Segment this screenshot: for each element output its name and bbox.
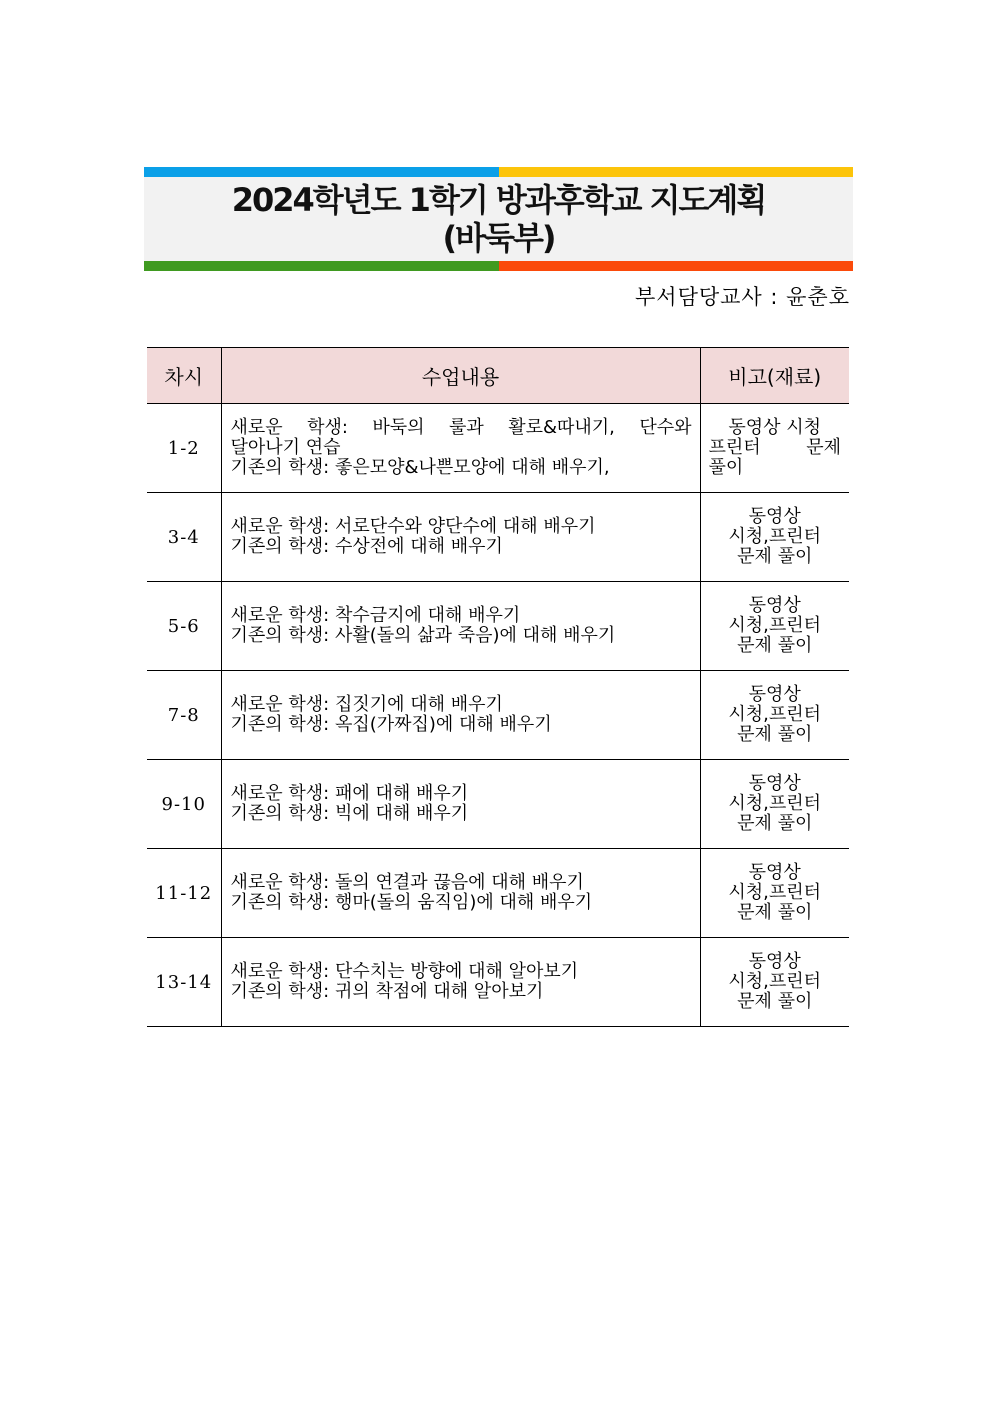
table-row — [147, 938, 849, 1027]
note-line: 동영상 — [748, 773, 801, 794]
content-line: 기존의 학생: 수상전에 대해 배우기 — [230, 536, 503, 557]
content-cell — [221, 938, 700, 1027]
note-line: 문제 풀이 — [737, 724, 813, 745]
note-line: 프린터 문제 — [708, 437, 841, 458]
note-line: 문제 풀이 — [737, 546, 813, 567]
note-cell — [700, 760, 849, 849]
content-cell — [221, 760, 700, 849]
note-cell — [700, 671, 849, 760]
note-line: 문제 풀이 — [737, 902, 813, 923]
table-row — [147, 404, 849, 493]
note-line: 문제 풀이 — [737, 991, 813, 1012]
note-line: 문제 풀이 — [737, 813, 813, 834]
note-line: 시청,프린터 — [728, 704, 822, 725]
table-row — [147, 582, 849, 671]
title-line-1: 2024학년도 1학기 방과후학교 지도계획 — [231, 181, 766, 219]
title-banner — [144, 167, 853, 271]
note-line: 문제 풀이 — [737, 635, 813, 656]
content-line: 새로운 학생: 집짓기에 대해 배우기 — [230, 694, 503, 715]
header-content: 수업내용 — [221, 348, 700, 404]
note-cell — [700, 493, 849, 582]
note-line: 동영상 시청 — [728, 417, 822, 438]
note-line: 시청,프린터 — [728, 615, 822, 636]
content-line: 기존의 학생: 좋은모양&나쁜모양에 대해 배우기, — [230, 457, 610, 478]
content-line: 새로운 학생: 패에 대해 배우기 — [230, 783, 469, 804]
note-cell — [700, 404, 849, 493]
session-cell: 11-12 — [147, 849, 221, 938]
note-line: 시청,프린터 — [728, 882, 822, 903]
table-row — [147, 671, 849, 760]
content-line: 기존의 학생: 옥집(가짜집)에 대해 배우기 — [230, 714, 552, 735]
content-line: 기존의 학생: 행마(돌의 움직임)에 대해 배우기 — [230, 892, 593, 913]
content-line: 기존의 학생: 귀의 착점에 대해 알아보기 — [230, 981, 544, 1002]
session-cell: 13-14 — [147, 938, 221, 1027]
banner-bar-yellow — [499, 167, 853, 177]
title-line-2: (바둑부) — [442, 219, 555, 257]
plan-table — [147, 347, 849, 1027]
table-header-row — [147, 348, 849, 404]
content-cell — [221, 582, 700, 671]
header-session: 차시 — [147, 348, 221, 404]
content-line: 새로운 학생: 바둑의 룰과 활로&따내기, 단수와 — [230, 417, 692, 438]
content-cell — [221, 493, 700, 582]
session-cell: 7-8 — [147, 671, 221, 760]
note-line: 시청,프린터 — [728, 971, 822, 992]
note-line: 동영상 — [748, 951, 801, 972]
note-cell — [700, 849, 849, 938]
note-line: 시청,프린터 — [728, 793, 822, 814]
session-cell: 5-6 — [147, 582, 221, 671]
banner-bar-red — [499, 261, 853, 271]
session-cell: 3-4 — [147, 493, 221, 582]
note-cell — [700, 582, 849, 671]
note-line: 동영상 — [748, 862, 801, 883]
content-cell — [221, 849, 700, 938]
content-line: 달아나기 연습 — [230, 437, 341, 458]
banner-bar-blue — [144, 167, 499, 177]
session-cell: 1-2 — [147, 404, 221, 493]
content-line: 기존의 학생: 빅에 대해 배우기 — [230, 803, 469, 824]
note-line: 시청,프린터 — [728, 526, 822, 547]
session-cell: 9-10 — [147, 760, 221, 849]
content-line: 새로운 학생: 착수금지에 대해 배우기 — [230, 605, 521, 626]
note-line: 동영상 — [748, 506, 801, 527]
note-line: 동영상 — [748, 684, 801, 705]
content-line: 새로운 학생: 서로단수와 양단수에 대해 배우기 — [230, 516, 596, 537]
banner-bar-green — [144, 261, 499, 271]
content-cell — [221, 671, 700, 760]
content-line: 새로운 학생: 돌의 연결과 끊음에 대해 배우기 — [230, 872, 584, 893]
page-title — [144, 177, 853, 261]
note-cell — [700, 938, 849, 1027]
content-cell — [221, 404, 700, 493]
table-row — [147, 493, 849, 582]
table-row — [147, 760, 849, 849]
content-line: 기존의 학생: 사활(돌의 삶과 죽음)에 대해 배우기 — [230, 625, 616, 646]
note-line: 동영상 — [748, 595, 801, 616]
content-line: 새로운 학생: 단수치는 방향에 대해 알아보기 — [230, 961, 579, 982]
header-note: 비고(재료) — [700, 348, 849, 404]
note-line: 풀이 — [708, 457, 744, 478]
table-row — [147, 849, 849, 938]
teacher-line: 부서담당교사 : 윤춘호 — [635, 285, 850, 309]
